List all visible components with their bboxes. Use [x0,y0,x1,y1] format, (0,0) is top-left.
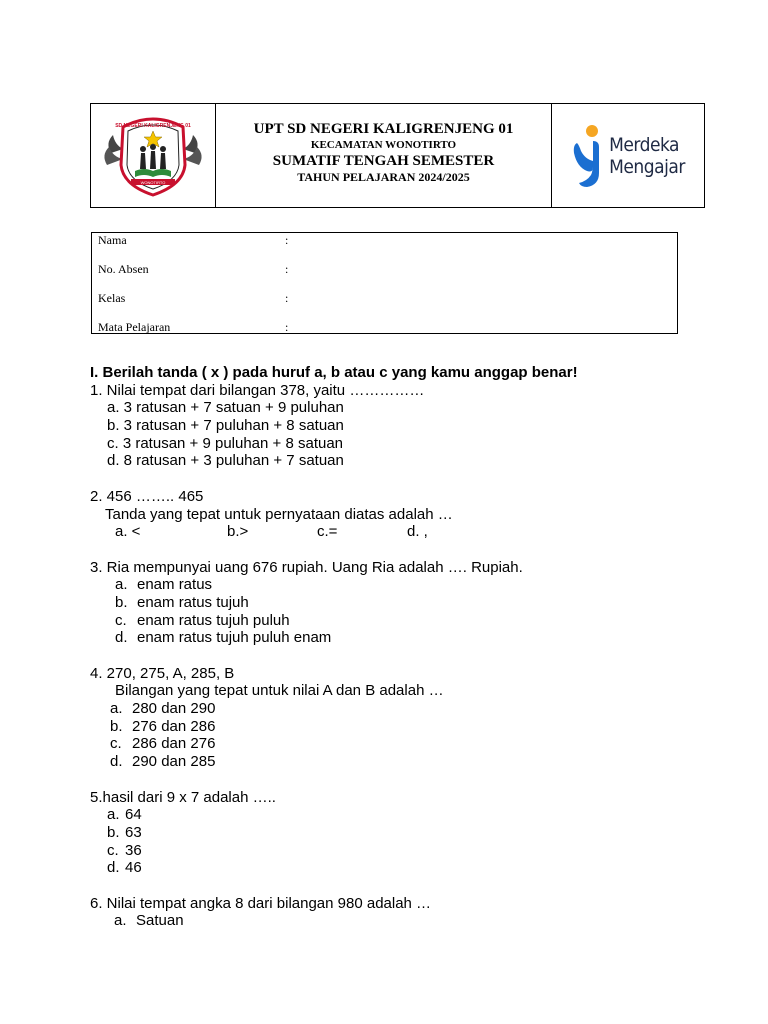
identity-colon: : [285,320,289,334]
question-6-text: 6. Nilai tempat angka 8 dari bilangan 980 adalah … [90,894,432,912]
identity-label: Kelas [98,291,126,305]
option-marker: b. [107,823,120,841]
question-6-option-a [90,912,730,930]
option-marker: d. [115,629,128,647]
option-text: 63 [125,823,142,841]
option-marker: d. [107,859,120,877]
question-2-text: 2. 456 …….. 465 [90,487,204,505]
option-marker: b. [110,717,123,735]
option-text: 276 dan 286 [132,717,216,735]
identity-row-mata-pelajaran [98,320,668,335]
merdeka-line: Merdeka [609,133,680,156]
option-text: Satuan [136,912,184,930]
option-text: 64 [125,806,142,824]
option-text: 36 [125,841,142,859]
question-2-option-b: b.> [227,523,249,541]
option-marker: a. [107,806,120,824]
question-2-option-a: a. < [115,523,141,541]
merdeka-mengajar-logo [571,123,685,189]
school-title-cell [216,104,551,207]
school-year: TAHUN PELAJARAN 2024/2025 [297,170,470,184]
option-marker: c. [115,611,127,629]
option-marker: c. [110,735,122,753]
identity-row-no-absen [98,262,668,277]
option-text: 286 dan 276 [132,735,216,753]
question-4-option-a [90,700,730,718]
question-4-text: 4. 270, 275, A, 285, B [90,664,235,682]
logo-banner-text: WONOTIRTO [140,179,166,185]
question-1-option-d: d. 8 ratusan + 3 puluhan + 7 satuan [107,452,344,470]
question-1-option-b: b. 3 ratusan + 7 puluhan + 8 satuan [107,417,344,435]
option-text: enam ratus tujuh [137,593,249,611]
question-section [90,364,730,930]
school-logo [101,113,205,199]
svg-text:SD NEGERI KALIGRENJENG 01: SD NEGERI KALIGRENJENG 01 [115,122,191,129]
question-1-option-a: a. 3 ratusan + 7 satuan + 9 puluhan [107,399,344,417]
mengajar-line: Mengajar [609,155,685,178]
question-5-option-c [90,842,730,860]
question-3-text: 3. Ria mempunyai uang 676 rupiah. Uang Ria adalah …. Rupiah. [90,558,523,576]
option-marker: a. [110,700,123,718]
question-4-option-b [90,718,730,736]
identity-colon: : [285,291,289,305]
question-1-text: 1. Nilai tempat dari bilangan 378, yaitu …………… [90,381,425,399]
merdeka-mengajar-icon [571,123,605,189]
identity-colon: : [285,233,289,247]
identity-label: No. Absen [98,262,149,276]
option-marker: a. [115,576,128,594]
option-marker: c. [107,841,119,859]
question-4-subtext: Bilangan yang tepat untuk nilai A dan B adalah … [115,682,444,700]
option-text: enam ratus tujuh puluh enam [137,629,332,647]
question-3-option-b [90,594,730,612]
identity-colon: : [285,262,289,276]
section-instruction: I. Berilah tanda ( x ) pada huruf a, b atau c yang kamu anggap benar! [90,364,578,381]
district-name: KECAMATAN WONOTIRTO [310,139,457,151]
option-text: enam ratus tujuh puluh [137,611,290,629]
option-marker: a. [114,912,127,930]
exam-header [90,103,705,208]
question-1-option-c: c. 3 ratusan + 9 puluhan + 8 satuan [107,434,344,452]
identity-row-nama [98,233,668,248]
question-4-option-d [90,753,730,771]
exam-title: SUMATIF TENGAH SEMESTER [272,153,495,169]
question-4-option-c [90,735,730,753]
school-name: UPT SD NEGERI KALIGRENJENG 01 [253,121,514,137]
question-2-option-c: c.= [317,523,338,541]
question-3-option-c [90,612,730,630]
question-5-option-a [90,806,730,824]
option-text: 290 dan 285 [132,753,216,771]
identity-label: Nama [98,233,127,247]
question-3-option-d [90,629,730,647]
option-text: 280 dan 290 [132,700,216,718]
option-text: 46 [125,859,142,877]
question-2-options [90,523,730,541]
question-3-option-a [90,576,730,594]
option-marker: d. [110,753,123,771]
question-2-subtext: Tanda yang tepat untuk pernyataan diatas adalah … [105,505,453,523]
option-marker: b. [115,593,128,611]
merdeka-mengajar-wordmark [609,134,685,178]
question-5-option-d [90,859,730,877]
student-identity-box [91,232,678,334]
question-5-option-b [90,824,730,842]
identity-row-kelas [98,291,668,306]
identity-label: Mata Pelajaran [98,320,171,334]
question-5-text: 5.hasil dari 9 x 7 adalah ….. [90,788,276,806]
merdeka-mengajar-cell [551,104,704,207]
school-logo-cell [91,104,216,207]
question-2-option-d: d. , [407,523,428,541]
option-text: enam ratus [137,576,213,594]
